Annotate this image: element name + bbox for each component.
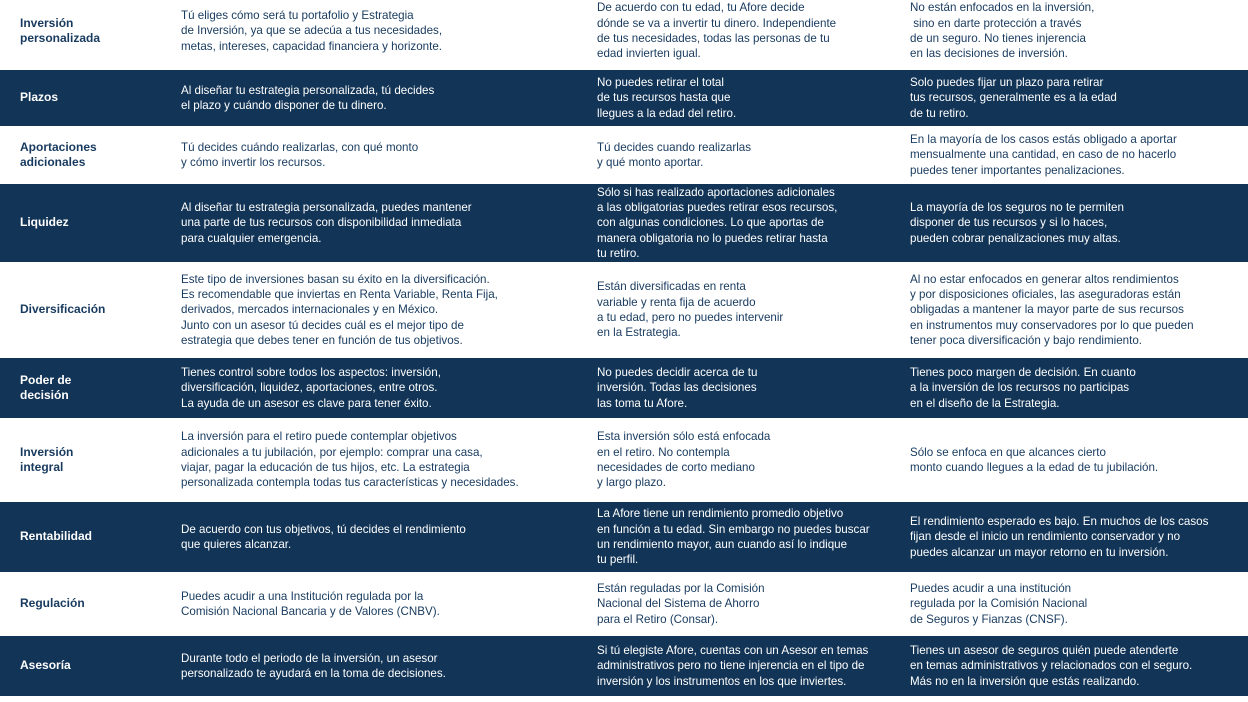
table-row <box>0 126 1248 184</box>
table-row <box>0 262 1248 358</box>
personalized-cell: Tú decides cuándo realizarlas, con qué monto y cómo invertir los recursos. <box>181 140 419 169</box>
insurance-cell: Al no estar enfocados en generar altos rendimientos y por disposiciones oficiales, las aseguradoras están obligadas a mantener la mayor parte de sus recursos en instrumentos muy conservadores por lo que pueden tener poca diversificación y bajo rendimiento. <box>910 272 1194 347</box>
afore-cell: Están diversificadas en renta variable y renta fija de acuerdo a tu edad, pero no puedes intervenir en la Estrategia. <box>597 280 784 340</box>
afore-cell: Están reguladas por la Comisión Nacional del Sistema de Ahorro para el Retiro (Consar). <box>597 582 765 626</box>
personalized-cell: La inversión para el retiro puede contemplar objetivos adicionales a tu jubilación, por ejemplo: comprar una casa, viajar, pagar la educación de tus hijos, etc. La estrategia personalizada contempla todas tus características y necesidades. <box>181 430 519 490</box>
insurance-cell: Puedes acudir a una institución regulada por la Comisión Nacional de Seguros y Fianzas (CNSF). <box>910 582 1088 626</box>
afore-cell: No puedes retirar el total de tus recursos hasta que llegues a la edad del retiro. <box>597 76 737 120</box>
afore-cell: Esta inversión sólo está enfocada en el retiro. No contempla necesidades de corto mediano y largo plazo. <box>597 430 771 490</box>
personalized-cell: Al diseñar tu estrategia personalizada, puedes mantener una parte de tus recursos con disponibilidad inmediata para cualquier emergencia. <box>181 201 472 245</box>
table-row <box>0 358 1248 418</box>
row-label: Inversión integral <box>20 444 74 474</box>
table-row <box>0 0 1248 70</box>
row-label: Rentabilidad <box>20 529 93 544</box>
insurance-cell: Solo puedes fijar un plazo para retirar tus recursos, generalmente es a la edad de tu retiro. <box>910 76 1117 120</box>
personalized-cell: Este tipo de inversiones basan su éxito en la diversificación. Es recomendable que inviertas en Renta Variable, Renta Fija, derivados, mercados internacionales y en México. Junto con un asesor tú decides cuál es el mejor tipo de estrategia que debes tener en función de tus objetivos. <box>181 272 498 347</box>
insurance-cell: El rendimiento esperado es bajo. En muchos de los casos fijan desde el inicio un rendimiento conservador y no puedes alcanzar un mayor retorno en tu inversión. <box>910 515 1209 559</box>
row-label: Poder de decisión <box>20 372 72 402</box>
row-label: Diversificación <box>20 302 106 317</box>
afore-cell: De acuerdo con tu edad, tu Afore decide dónde se va a invertir tu dinero. Independiente de tus necesidades, todas las personas de tu edad invierten igual. <box>597 1 837 61</box>
personalized-cell: De acuerdo con tus objetivos, tú decides el rendimiento que quieres alcanzar. <box>181 522 466 551</box>
afore-cell: Sólo si has realizado aportaciones adicionales a las obligatorias puedes retirar esos recursos, con algunas condiciones. Lo que aportas de manera obligatoria no lo puedes retirar hasta tu retiro. <box>597 185 838 260</box>
personalized-cell: Tú eliges cómo será tu portafolio y Estrategia de Inversión, ya que se adecúa a tus necesidades, metas, intereses, capacidad financiera y horizonte. <box>181 9 443 53</box>
table-row <box>0 184 1248 262</box>
table-row <box>0 572 1248 636</box>
row-label: Regulación <box>20 596 85 611</box>
row-label: Plazos <box>20 90 59 105</box>
personalized-cell: Al diseñar tu estrategia personalizada, tú decides el plazo y cuándo disponer de tu dinero. <box>181 83 435 112</box>
table-row <box>0 418 1248 502</box>
insurance-cell: En la mayoría de los casos estás obligado a aportar mensualmente una cantidad, en caso de no hacerlo puedes tener importantes penalizaciones. <box>910 133 1177 177</box>
personalized-cell: Tienes control sobre todos los aspectos: inversión, diversificación, liquidez, aportaciones, entre otros. La ayuda de un asesor es clave para tener éxito. <box>181 366 441 410</box>
row-label: Asesoría <box>20 658 71 673</box>
personalized-cell: Puedes acudir a una Institución regulada por la Comisión Nacional Bancaria y de Valores (CNBV). <box>181 589 440 618</box>
afore-cell: Tú decides cuando realizarlas y qué monto aportar. <box>597 140 752 169</box>
insurance-cell: Tienes un asesor de seguros quién puede atenderte en temas administrativos y relacionados con el seguro. Más no en la inversión que estás realizando. <box>910 644 1193 688</box>
insurance-cell: Tienes poco margen de decisión. En cuanto a la inversión de los recursos no participas en el diseño de la Estrategia. <box>910 366 1136 410</box>
row-label: Inversión personalizada <box>20 15 101 45</box>
table-row <box>0 502 1248 572</box>
row-label: Aportaciones adicionales <box>20 139 97 169</box>
table-row <box>0 636 1248 696</box>
afore-cell: No puedes decidir acerca de tu inversión. Todas las decisiones las toma tu Afore. <box>597 366 758 410</box>
insurance-cell: No están enfocados en la inversión, sino en darte protección a través de un seguro. No tienes injerencia en las decisiones de inversión. <box>910 1 1095 61</box>
table-row <box>0 70 1248 126</box>
afore-cell: Si tú elegiste Afore, cuentas con un Asesor en temas administrativos pero no tiene injerencia en el tipo de inversión y los instrumentos en los que inviertes. <box>597 644 869 688</box>
personalized-cell: Durante todo el periodo de la inversión, un asesor personalizado te ayudará en la toma de decisiones. <box>181 651 446 680</box>
row-label: Liquidez <box>20 215 69 230</box>
insurance-cell: La mayoría de los seguros no te permiten disponer de tus recursos y si lo haces, pueden cobrar penalizaciones muy altas. <box>910 201 1124 245</box>
afore-cell: La Afore tiene un rendimiento promedio objetivo en función a tu edad. Sin embargo no puedes buscar un rendimiento mayor, aun cuando así lo indique tu perfil. <box>597 507 870 567</box>
insurance-cell: Sólo se enfoca en que alcances cierto monto cuando llegues a la edad de tu jubilación. <box>910 445 1159 474</box>
